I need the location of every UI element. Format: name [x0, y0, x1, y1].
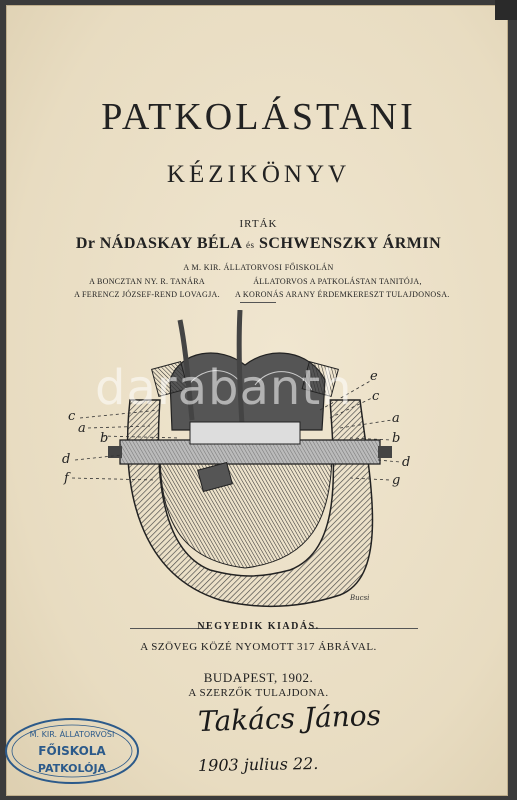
- horseshoe-illustration: [60, 310, 460, 620]
- author-2-role: ÁLLATORVOS A PATKOLÁSTAN TANITÓJA,: [253, 277, 422, 286]
- figures-note: A SZÖVEG KÖZÉ NYOMOTT 317 ÁBRÁVAL.: [140, 641, 377, 653]
- ownership: A SZERZŐK TULAJDONA.: [188, 687, 329, 699]
- figure-label: b: [100, 431, 109, 446]
- figure-label: e: [370, 369, 378, 384]
- authors-conjunction: és: [246, 240, 255, 250]
- watermark: darabanth: [95, 360, 353, 416]
- institution: A M. KIR. ÁLLATORVOSI FŐISKOLÁN: [183, 263, 334, 272]
- figure-label: d: [402, 455, 411, 470]
- author-2-roles: [235, 275, 450, 301]
- library-stamp: [2, 715, 142, 787]
- stamp-line: M. KIR. ÁLLATORVOSI: [29, 730, 115, 739]
- authors-line: [0, 235, 517, 253]
- figure-label: b: [392, 431, 401, 446]
- figure-label: d: [62, 452, 71, 467]
- author-1-name: Dr NÁDASKAY BÉLA: [75, 235, 242, 252]
- author-1-role: A BONCZTAN NY. R. TANÁRA: [89, 277, 205, 286]
- edition: NEGYEDIK KIADÁS.: [197, 621, 320, 632]
- figure-label: a: [78, 421, 86, 436]
- author-1-roles: [62, 275, 232, 301]
- book-subtitle: KÉZIKÖNYV: [166, 161, 351, 188]
- authors-intro: IRTÁK: [239, 218, 278, 230]
- author-2-name: SCHWENSZKY ÁRMIN: [259, 235, 442, 252]
- figure-label: c: [372, 389, 380, 404]
- author-1-role: A FERENCZ JÓZSEF-REND LOVAGJA.: [74, 290, 220, 299]
- figure-label: a: [392, 411, 400, 426]
- stamp-line: PATKOLÓJA: [37, 762, 107, 775]
- book-title: PATKOLÁSTANI: [101, 96, 416, 138]
- artist-signature: Bucsi: [350, 594, 370, 602]
- divider: [240, 302, 276, 303]
- figure-label: f: [64, 471, 69, 486]
- stamp-line: FŐISKOLA: [38, 744, 106, 758]
- place-year: BUDAPEST, 1902.: [203, 670, 314, 685]
- handwritten-signature: Takács János: [197, 698, 382, 739]
- handwritten-date: 1903 julius 22.: [197, 753, 319, 776]
- figure-label: g: [392, 473, 401, 488]
- author-2-role: A KORONÁS ARANY ÉRDEMKERESZT TULAJDONOSA.: [235, 290, 450, 299]
- page-corner-tear: [495, 0, 517, 20]
- figure-label: c: [68, 409, 76, 424]
